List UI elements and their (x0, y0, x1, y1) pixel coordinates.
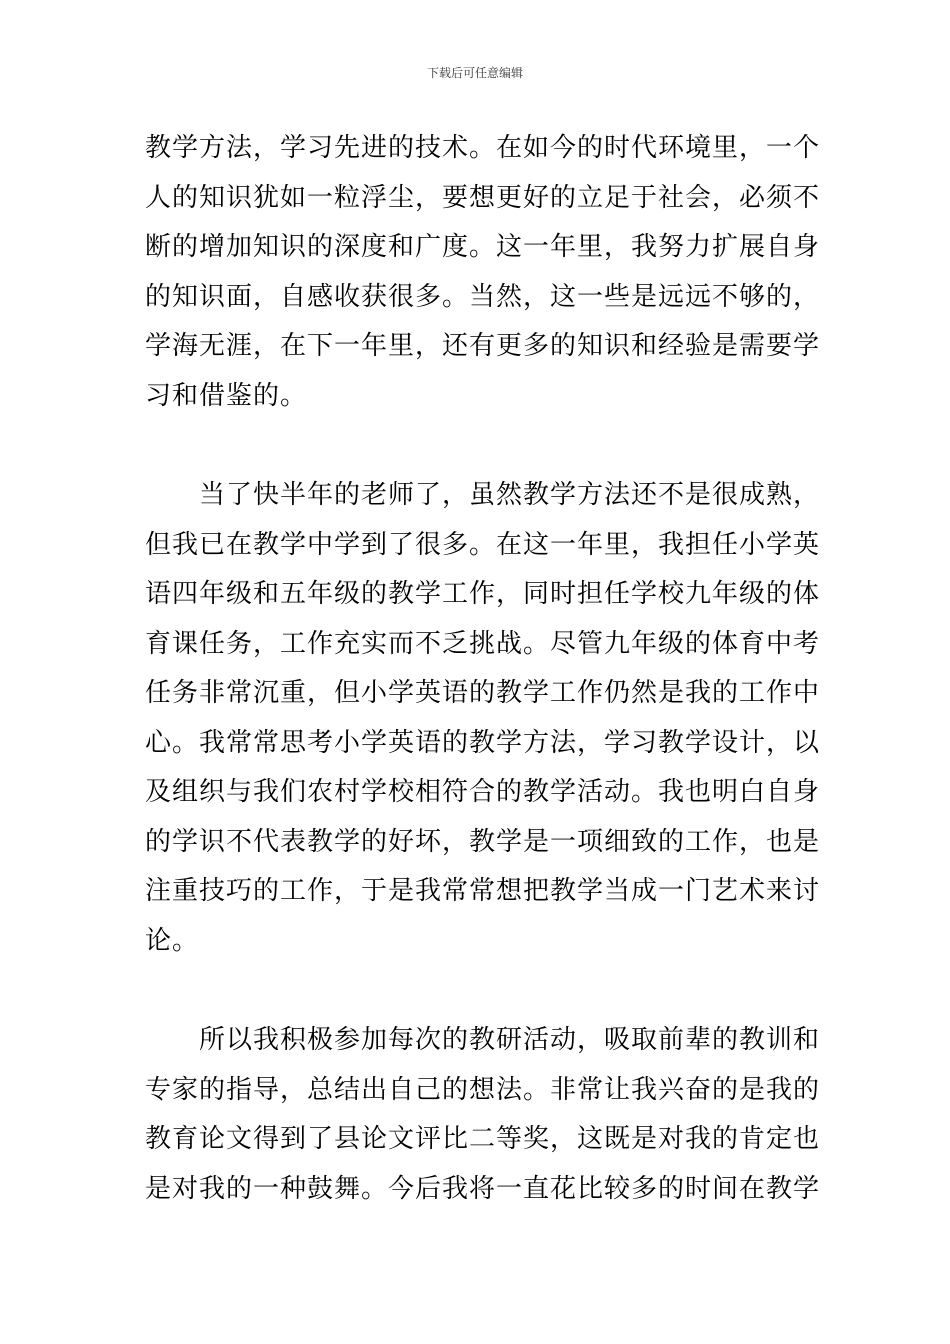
document-body (145, 124, 821, 1214)
text-line: 的学识不代表教学的好坏，教学是一项细致的工作，也是 (145, 826, 821, 857)
text-line: 断的增加知识的深度和广度。这一年里，我努力扩展自身 (145, 232, 821, 262)
text-line: 语四年级和五年级的教学工作，同时担任学校九年级的体 (145, 579, 821, 609)
text-line: 所以我积极参加每次的教研活动，吸取前辈的教训和 (199, 1025, 821, 1055)
text-line: 的知识面，自感收获很多。当然，这一些是远远不够的， (145, 281, 821, 312)
text-line: 人的知识犹如一粒浮尘，要想更好的立足于社会，必须不 (145, 182, 821, 213)
paragraph-3 (145, 1016, 821, 1214)
text-line: 育课任务，工作充实而不乏挑战。尽管九年级的体育中考 (145, 628, 821, 659)
text-line: 习和借鉴的。 (145, 380, 308, 411)
text-line: 心。我常常思考小学英语的教学方法，学习教学设计，以 (145, 727, 821, 758)
page-header: 下载后可任意编辑 (426, 66, 523, 80)
paragraph-2 (145, 471, 821, 966)
text-line: 但我已在教学中学到了很多。在这一年里，我担任小学英 (145, 529, 821, 560)
text-line: 及组织与我们农村学校相符合的教学活动。我也明白自身 (145, 777, 821, 807)
paragraph-1 (145, 124, 821, 421)
text-line: 当了快半年的老师了，虽然教学方法还不是很成熟， (199, 480, 821, 510)
text-line: 教育论文得到了县论文评比二等奖，这既是对我的肯定也 (145, 1124, 821, 1154)
paragraph-gap (145, 966, 810, 1016)
text-line: 专家的指导，总结出自己的想法。非常让我兴奋的是我的 (145, 1074, 821, 1105)
text-line: 是对我的一种鼓舞。今后我将一直花比较多的时间在教学 (145, 1173, 821, 1204)
text-line: 任务非常沉重，但小学英语的教学工作仍然是我的工作中 (145, 678, 821, 708)
text-line: 教学方法，学习先进的技术。在如今的时代环境里，一个 (145, 133, 821, 163)
text-line: 学海无涯，在下一年里，还有更多的知识和经验是需要学 (145, 331, 821, 361)
text-line: 论。 (145, 925, 200, 956)
text-line: 注重技巧的工作，于是我常常想把教学当成一门艺术来讨 (145, 876, 821, 906)
paragraph-gap (145, 421, 810, 471)
